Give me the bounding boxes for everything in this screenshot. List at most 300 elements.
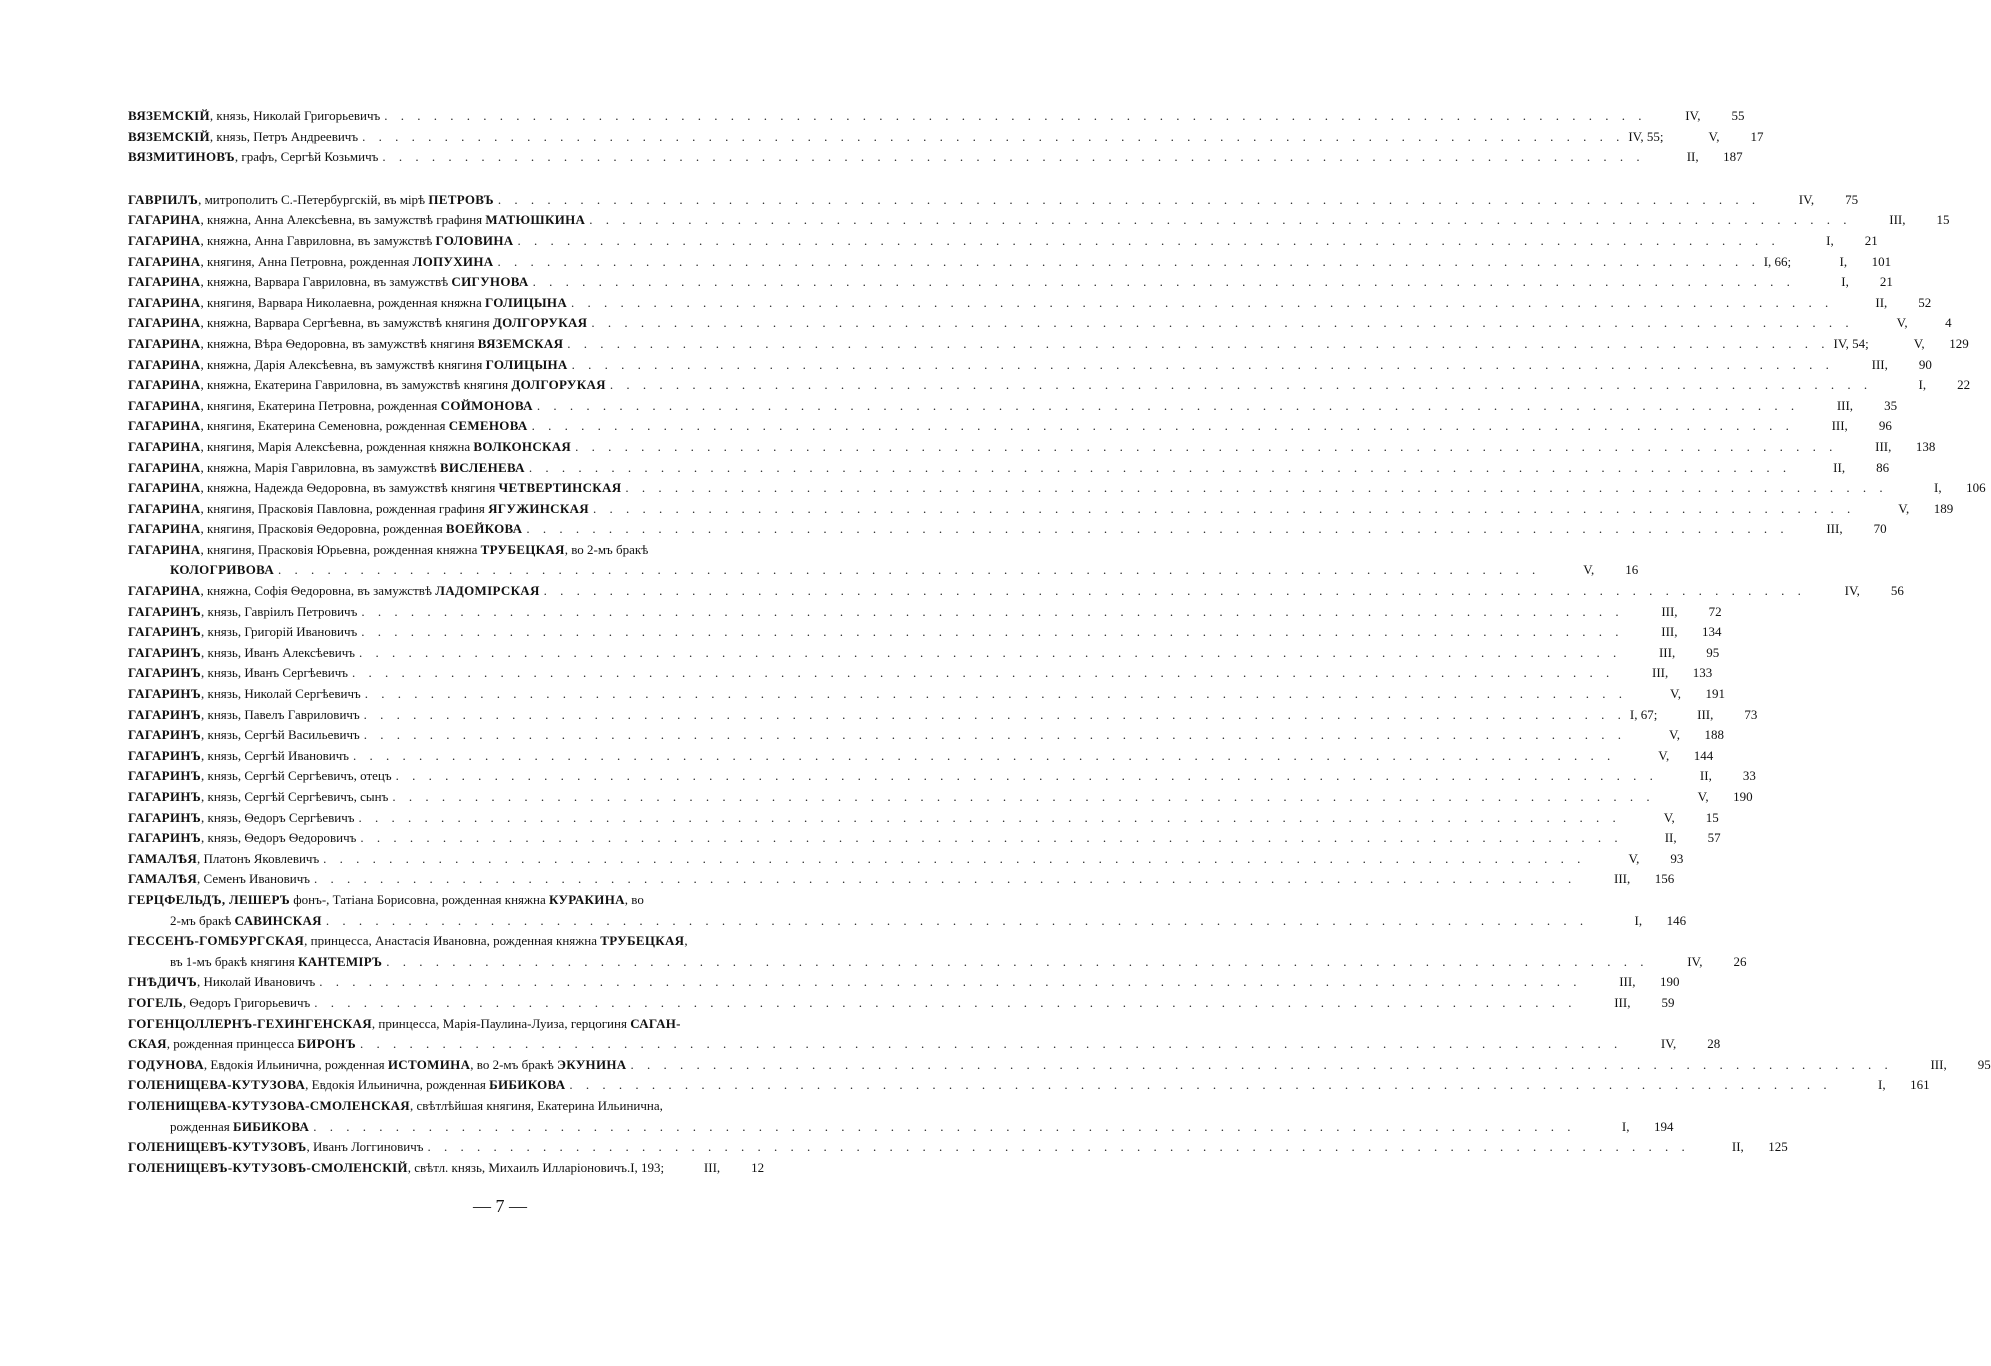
entry-description-tail: , во 2-мъ бракѣ [470, 1056, 558, 1072]
entry-text [128, 1158, 630, 1179]
entry-text [128, 437, 571, 458]
entry-related-name: ГОЛИЦЫНА [485, 294, 568, 310]
section-gap [128, 168, 906, 190]
entry-related-name: САГАН- [630, 1015, 681, 1031]
entry-description: , князь, Павелъ Гавриловичъ [201, 706, 360, 722]
page-reference: 133 [1692, 665, 1713, 681]
entry-name: ГОЛЕНИЩЕВЪ-КУТУЗОВЪ-СМОЛЕНСКІЙ [128, 1159, 408, 1175]
page-reference: 144 [1693, 747, 1714, 763]
entry-related-name: СИГУНОВА [451, 274, 529, 290]
entry-name: ВЯЗЕМСКІЙ [128, 128, 210, 144]
entry-text [128, 519, 522, 540]
volume-number: III, [1652, 665, 1669, 681]
volume-number: V, [1670, 686, 1681, 702]
index-entry [128, 890, 906, 911]
entry-description: , княжна, Анна Алексѣевна, въ замужствѣ графиня [200, 212, 486, 228]
entry-description: , Ѳедоръ Григорьевичъ [182, 994, 311, 1010]
index-entry [128, 127, 1764, 148]
page-reference: 86 [1876, 459, 1890, 475]
volume-number: IV, [1660, 1036, 1677, 1052]
entry-text [128, 993, 310, 1014]
dot-leader [315, 972, 1585, 993]
entry-related-name: ЯГУЖИНСКАЯ [488, 500, 589, 516]
index-entry [128, 663, 1713, 684]
entry-description: , князь, Иванъ Сергѣевичъ [201, 665, 348, 681]
index-entry [128, 313, 1952, 334]
entry-description: , княжна, Дарія Алексѣевна, въ замужствѣ княгиня [200, 356, 486, 372]
entry-name: ГАГАРИНА [128, 500, 201, 516]
entry-related-name: БИБИКОВА [232, 1118, 310, 1134]
entry-name: ГОЛЕНИЩЕВЪ-КУТУЗОВЪ [128, 1139, 307, 1155]
index-entry [128, 1014, 906, 1035]
volume-number: III, [1658, 644, 1676, 660]
page-reference: 59 [1661, 994, 1675, 1010]
entry-related-name: ЛОПУХИНА [412, 253, 494, 269]
index-entry [128, 1137, 1788, 1158]
page-reference: 4 [1945, 315, 1952, 331]
entry-description: , Николай Ивановичъ [196, 974, 316, 990]
entry-name: ГАГАРИНА [128, 480, 201, 496]
entry-text [128, 931, 688, 952]
index-entry [128, 869, 1675, 890]
index-entry-continuation [128, 1034, 1721, 1055]
index-entry [128, 499, 1954, 520]
volume-number: III, [1826, 521, 1843, 537]
entry-related-name: БИРОНЪ [297, 1036, 356, 1052]
entry-name: ГАГАРИНА [128, 438, 201, 454]
volume-number: V, [1583, 562, 1595, 578]
page-reference: 156 [1654, 871, 1675, 887]
dot-leader [529, 272, 1799, 293]
entry-text [128, 1034, 356, 1055]
volume-number: IV, [1798, 191, 1815, 207]
dot-leader [274, 560, 1544, 581]
entry-description-tail: , во 2-мъ бракѣ [564, 541, 649, 557]
entry-text [128, 106, 380, 127]
volume-number: V, [1628, 850, 1640, 866]
entry-description: , князь, Иванъ Алексѣевичъ [201, 644, 355, 660]
page-reference: 55 [1731, 108, 1745, 123]
dot-leader [356, 1034, 1626, 1055]
entry-description: 2-мъ бракѣ [170, 912, 235, 928]
page-reference: 72 [1708, 603, 1722, 619]
index-entry [128, 416, 1892, 437]
index-entry [128, 437, 1936, 458]
page-reference: 93 [1670, 850, 1684, 866]
dot-leader [525, 458, 1795, 479]
volume-number: II, [1664, 830, 1677, 846]
entry-text [128, 252, 493, 273]
dot-leader [392, 766, 1662, 787]
page-reference: 26 [1733, 953, 1747, 969]
entry-name: ГОЛЕНИЩЕВА-КУТУЗОВА [128, 1077, 306, 1093]
page-reference: 101 [1871, 253, 1892, 269]
entry-related-name: ГОЛОВИНА [435, 232, 514, 248]
entry-description: , свѣтлѣйшая княгиня, Екатерина Ильинична, [409, 1097, 663, 1113]
page-reference: 95 [1977, 1056, 1991, 1072]
entry-name: ГАГАРИНЪ [128, 644, 201, 660]
page-reference: 22 [1957, 377, 1971, 393]
entry-text [128, 808, 355, 829]
page-reference: 70 [1873, 521, 1887, 537]
dot-leader [357, 622, 1627, 643]
entry-name: ГАВРІИЛЪ [128, 191, 199, 207]
entry-description: , Платонъ Яковлевичъ [197, 850, 320, 866]
entry-text [128, 787, 388, 808]
entry-description: , княгиня, Прасковія Ѳедоровна, рожденная [200, 521, 446, 537]
index-entry [128, 705, 1758, 726]
entry-name: ГАГАРИНЪ [128, 686, 201, 702]
dot-leader [493, 252, 1763, 273]
page-reference: 56 [1890, 583, 1904, 599]
entry-text [128, 663, 348, 684]
entry-description: , рожденная принцесса [166, 1036, 298, 1052]
entry-text [128, 210, 585, 231]
index-entry [128, 828, 1721, 849]
volume-number: V, [1898, 500, 1910, 516]
entry-description: , свѣтл. князь, Михаилъ Илларіоновичъ. [407, 1159, 631, 1175]
entry-text [128, 766, 392, 787]
index-entry [128, 1055, 1991, 1076]
entry-text [128, 396, 533, 417]
index-entry [128, 766, 1756, 787]
page-reference: 187 [1723, 149, 1743, 165]
dot-leader [565, 1075, 1835, 1096]
page-reference: 35 [1884, 397, 1898, 413]
extra-reference: I, 193; [630, 1159, 665, 1175]
entry-name: ВЯЗМИТИНОВЪ [128, 149, 235, 165]
index-entry [128, 293, 1932, 314]
entry-description: , княжна, Варвара Сергѣевна, въ замужствѣ княгиня [200, 315, 493, 331]
volume-number: V, [1896, 315, 1908, 331]
entry-description: , князь, Сергѣй Васильевичъ [201, 727, 360, 743]
entry-related-name: ВИСЛЕНЕВА [439, 459, 525, 475]
entry-text [128, 313, 587, 334]
page-reference: 106 [1966, 480, 1986, 496]
entry-description: , княжна, Надежда Ѳедоровна, въ замужствѣ княгиня [200, 480, 499, 496]
dot-leader [319, 849, 1589, 870]
dot-leader [309, 1117, 1579, 1138]
dot-leader [356, 828, 1626, 849]
dot-leader [382, 952, 1652, 973]
page-number: — 7 — [473, 1196, 527, 1216]
index-entry [128, 106, 1745, 127]
volume-number: III, [1661, 603, 1678, 619]
volume-number: II, [1686, 149, 1699, 165]
entry-related-name: ВЯЗЕМСКАЯ [477, 335, 564, 351]
dot-leader [355, 808, 1625, 829]
volume-number: IV, [1685, 108, 1701, 123]
index-entry [128, 478, 1986, 499]
entry-text [128, 746, 349, 767]
entry-text [128, 190, 494, 211]
entry-description: , княжна, Марія Гавриловна, въ замужствѣ [200, 459, 440, 475]
entry-name: ГАГАРИНЪ [128, 706, 201, 722]
entry-description-tail: , [684, 933, 688, 949]
page-reference: 73 [1744, 706, 1758, 722]
entry-related-name: ЛАДОМІРСКАЯ [435, 583, 540, 599]
entry-text [128, 643, 355, 664]
index-entry [128, 725, 1724, 746]
dot-leader [310, 993, 1580, 1014]
entry-related-name: КОЛОГРИВОВА [170, 562, 275, 578]
entry-description: , принцесса, Марія-Паулина-Луиза, герцогиня [371, 1015, 631, 1031]
entry-description: , митрополитъ С.-Петербургскій, въ мірѣ [198, 191, 429, 207]
index-entry [128, 787, 1753, 808]
entry-description: , княгиня, Екатерина Семеновна, рожденная [200, 418, 449, 434]
volume-number: V, [1669, 727, 1680, 743]
index-entry [128, 396, 1898, 417]
entry-description: рожденная [170, 1118, 233, 1134]
entry-description: , принцесса, Анастасія Ивановна, рожденная княжна [304, 933, 601, 949]
entry-description: , князь, Николай Григорьевичъ [209, 108, 381, 123]
page-reference: 90 [1918, 356, 1932, 372]
index-entry [128, 210, 1950, 231]
index-entry-continuation [128, 911, 1687, 932]
volume-number: II, [1699, 768, 1712, 784]
dot-leader [585, 210, 1855, 231]
extra-reference: IV, 54; [1833, 335, 1869, 351]
volume-number: III, [1619, 974, 1636, 990]
volume-number: I, [1826, 232, 1834, 248]
index-entry [128, 458, 1890, 479]
page-reference: 75 [1845, 191, 1859, 207]
entry-name: ГАГАРИНЪ [128, 603, 201, 619]
page-reference: 188 [1704, 727, 1724, 743]
dot-leader [322, 911, 1592, 932]
entry-description: , княгиня, Варвара Николаевна, рожденная княжна [200, 294, 486, 310]
page-reference: 194 [1654, 1118, 1674, 1134]
page-reference: 96 [1878, 418, 1892, 434]
entry-description: , Семенъ Ивановичъ [197, 871, 310, 887]
entry-name: ГАМАЛѢЯ [128, 850, 198, 866]
dot-leader [388, 787, 1658, 808]
volume-number: III, [1889, 212, 1906, 228]
entry-description: , княжна, Варвара Гавриловна, въ замужствѣ [200, 274, 452, 290]
extra-reference: I, 66; [1763, 253, 1792, 269]
page-reference: 190 [1659, 974, 1680, 990]
index-entry [128, 972, 1680, 993]
entry-name: ГАГАРИНЪ [128, 768, 201, 784]
entry-related-name: ИСТОМИНА [387, 1056, 471, 1072]
entry-name: ГЕРЦФЕЛЬДЪ, ЛЕШЕРЪ [128, 891, 290, 907]
entry-name: ГОЛЕНИЩЕВА-КУТУЗОВА-СМОЛЕНСКАЯ [128, 1097, 410, 1113]
entry-name: ГАГАРИНЪ [128, 830, 201, 846]
extra-reference: IV, 55; [1628, 128, 1664, 144]
dot-leader [494, 190, 1764, 211]
page-reference: 17 [1750, 128, 1764, 144]
dot-leader [563, 334, 1833, 355]
volume-number: III, [1836, 397, 1854, 413]
entry-text [128, 1055, 626, 1076]
entry-related-name: КАНТЕМІРЪ [298, 953, 383, 969]
page-reference: 190 [1733, 789, 1753, 804]
entry-description: , графъ, Сергѣй Козьмичъ [234, 149, 379, 165]
entry-related-name: МАТЮШКИНА [485, 212, 586, 228]
page-reference: 129 [1949, 335, 1969, 351]
entry-name: ГАГАРИНА [128, 315, 201, 331]
volume-number: III, [1831, 418, 1848, 434]
entry-text [128, 1137, 424, 1158]
entry-related-name: ПЕТРОВЪ [428, 191, 494, 207]
entry-related-name: ЭКУНИНА [557, 1056, 627, 1072]
entry-name: ГАГАРИНА [128, 541, 201, 557]
volume-number: I, [1934, 480, 1942, 496]
index-entry [128, 622, 1722, 643]
entry-related-name: ВОЕЙКОВА [445, 521, 523, 537]
volume-number: III, [1614, 994, 1631, 1010]
entry-text [128, 375, 606, 396]
dot-leader [540, 581, 1810, 602]
entry-text [128, 869, 310, 890]
entry-description: въ 1-мъ бракѣ княгиня [170, 953, 299, 969]
entry-text [128, 1117, 309, 1138]
entry-text [128, 231, 513, 252]
dot-leader [361, 684, 1631, 705]
page-reference: 146 [1666, 912, 1687, 928]
index-entry [128, 643, 1720, 664]
volume-number: II, [1833, 459, 1846, 475]
entry-text [128, 272, 529, 293]
dot-leader [587, 313, 1857, 334]
entry-name: ГАГАРИНА [128, 377, 201, 393]
index-entry [128, 1075, 1930, 1096]
page-reference: 12 [751, 1159, 765, 1175]
index-entry [128, 684, 1725, 705]
entry-name: ГАГАРИНА [128, 397, 201, 413]
dot-leader [606, 375, 1876, 396]
entry-name: ГАГАРИНА [128, 232, 201, 248]
entry-text [128, 416, 528, 437]
entry-text [128, 478, 621, 499]
entry-text [128, 334, 563, 355]
volume-number: V, [1663, 809, 1675, 825]
entry-name: ГАГАРИНА [128, 253, 201, 269]
volume-number: I, [1841, 274, 1849, 290]
entry-related-name: СОЙМОНОВА [440, 397, 533, 413]
dot-leader [621, 478, 1891, 499]
volume-number: III, [1697, 706, 1714, 722]
dot-leader [310, 869, 1580, 890]
index-entry [128, 190, 1859, 211]
entry-name: ГАГАРИНЪ [128, 747, 201, 763]
dot-leader [355, 643, 1625, 664]
index-entry [128, 272, 1893, 293]
entry-description: , князь, Ѳедоръ Ѳедоровичъ [201, 830, 357, 846]
entry-description: , княжна, Софія Ѳедоровна, въ замужствѣ [200, 583, 436, 599]
index-entry-continuation [128, 1117, 1674, 1138]
volume-number: V, [1708, 128, 1720, 144]
entry-related-name: ТРУБЕЦКАЯ [480, 541, 565, 557]
entry-text [128, 127, 358, 148]
entry-name: ГАГАРИНА [128, 418, 201, 434]
dot-leader [360, 705, 1630, 726]
entry-text [128, 293, 567, 314]
entry-related-name: ГОЛИЦЫНА [485, 356, 568, 372]
entry-text [128, 560, 274, 581]
page-reference: 125 [1768, 1139, 1788, 1155]
entry-description: , Иванъ Логгиновичъ [306, 1139, 424, 1155]
page-reference: 33 [1742, 768, 1756, 784]
entry-description: фонъ-, Татіана Борисовна, рожденная княжна [289, 891, 549, 907]
entry-description-tail: , во [624, 891, 644, 907]
entry-text [128, 828, 356, 849]
page-reference: 15 [1705, 809, 1719, 825]
dot-leader [358, 127, 1628, 148]
dot-leader [424, 1137, 1694, 1158]
entry-text [128, 1075, 565, 1096]
volume-number: I, [1878, 1077, 1886, 1093]
volume-number: III, [1661, 624, 1678, 640]
volume-number: II, [1875, 294, 1888, 310]
entry-description: , княжна, Екатерина Гавриловна, въ замужствѣ княгиня [200, 377, 512, 393]
entry-text [128, 622, 357, 643]
index-entry [128, 252, 1892, 273]
entry-related-name: БИБИКОВА [489, 1077, 566, 1093]
entry-text [128, 849, 319, 870]
entry-description: , Евдокія Ильинична, рожденная [203, 1056, 388, 1072]
volume-number: IV, [1844, 583, 1860, 599]
dot-leader [589, 499, 1859, 520]
entry-text [128, 972, 315, 993]
volume-number: III, [1613, 871, 1631, 887]
dot-leader [513, 231, 1783, 252]
index-entry [128, 231, 1878, 252]
page-reference: 16 [1625, 562, 1639, 578]
entry-name: ГАГАРИНА [128, 335, 201, 351]
entry-name: ГАГАРИНЪ [128, 789, 201, 804]
volume-number: III, [703, 1159, 721, 1175]
dot-leader [568, 355, 1838, 376]
entry-description: , княгиня, Марія Алексѣевна, рожденная княжна [200, 438, 474, 454]
index-entry [128, 808, 1719, 829]
entry-description: , князь, Петръ Андреевичъ [209, 128, 359, 144]
index-entry [128, 993, 1675, 1014]
entry-description: , Евдокія Ильинична, рожденная [305, 1077, 490, 1093]
page-reference: 21 [1864, 232, 1878, 248]
index-entry [128, 334, 1969, 355]
page-reference: 95 [1706, 644, 1720, 660]
dot-leader [349, 746, 1619, 767]
entry-description: , князь, Сергѣй Сергѣевичъ, отецъ [201, 768, 392, 784]
entry-name: ГОГЕЛЬ [128, 994, 183, 1010]
entry-name: ГАГАРИНЪ [128, 809, 201, 825]
entry-text [128, 890, 644, 911]
entry-text [128, 355, 568, 376]
dot-leader [626, 1055, 1896, 1076]
entry-text [128, 147, 378, 168]
page-reference: 52 [1918, 294, 1932, 310]
volume-number: III, [1871, 356, 1888, 372]
page-reference: 15 [1936, 212, 1950, 228]
entry-text [128, 458, 525, 479]
entry-description: , княгиня, Прасковія Павловна, рожденная графиня [200, 500, 489, 516]
index-entry [128, 602, 1722, 623]
entry-name: ГАМАЛѢЯ [128, 871, 198, 887]
dot-leader [360, 725, 1630, 746]
entry-name: ГАГАРИНЪ [128, 665, 201, 681]
entry-description: , князь, Сергѣй Сергѣевичъ, сынъ [201, 789, 389, 804]
dot-leader [348, 663, 1618, 684]
dot-leader [357, 602, 1627, 623]
page-reference: 134 [1702, 624, 1722, 640]
index-entry [128, 849, 1684, 870]
entry-description: , княжна, Вѣра Ѳедоровна, въ замужствѣ княгиня [200, 335, 478, 351]
volume-number: I, [1839, 253, 1848, 269]
entry-text [128, 1014, 681, 1035]
index-entry-continuation [128, 560, 1639, 581]
page-reference: 191 [1705, 686, 1725, 702]
